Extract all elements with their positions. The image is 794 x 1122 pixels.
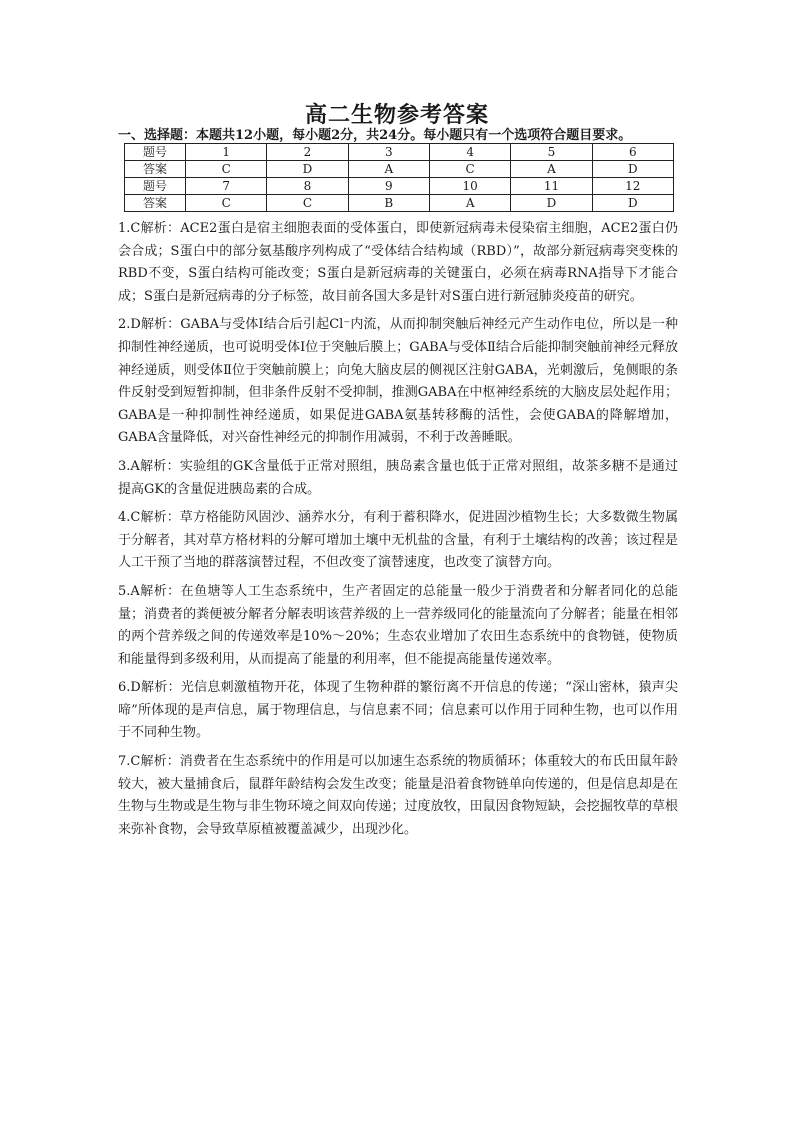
table-cell: A [511,161,592,178]
table-cell: 10 [429,178,510,195]
explanation-1: 1.C解析：ACE2蛋白是宿主细胞表面的受体蛋白，即使新冠病毒未侵染宿主细胞，ACE2蛋白仍会合成；S蛋白中的部分氨基酸序列构成了“受体结合结构域（RBD）”，故部分新冠病毒突变株的RBD不变，S蛋白结构可能改变；S蛋白是新冠病毒的关键蛋白，必须在病毒RNA指导下才能合成；S蛋白是新冠病毒的分子标签，故目前各国大多是针对S蛋白进行新冠肺炎疫苗的研究。 [118,221,678,304]
table-row [125,195,674,212]
table-cell: 3 [348,144,429,161]
table-cell: 8 [267,178,348,195]
table-cell: D [511,195,592,212]
table-cell: C [186,195,267,212]
table-cell: 题号 [125,178,186,195]
table-cell: A [429,195,510,212]
explanation-4: 4.C解析：草方格能防风固沙、涵养水分，有利于蓄积降水，促进固沙植物生长；大多数微生物属于分解者，其对草方格材料的分解可增加土壤中无机盐的含量，有利于土壤结构的改善；该过程是人工干预了当地的群落演替过程，不但改变了演替速度，也改变了演替方向。 [118,510,678,571]
explanations [118,218,678,841]
table-cell: C [429,161,510,178]
table-row [125,178,674,195]
table-cell: D [592,161,673,178]
table-cell: 题号 [125,144,186,161]
table-cell: 6 [592,144,673,161]
table-cell: 12 [592,178,673,195]
table-row [125,161,674,178]
table-row [125,144,674,161]
table-cell: 2 [267,144,348,161]
answer-table [124,143,674,212]
table-cell: 7 [186,178,267,195]
table-cell: C [186,161,267,178]
table-cell: 答案 [125,161,186,178]
section-heading: 一、选择题：本题共12小题，每小题2分，共24分。每小题只有一个选项符合题目要求。 [118,128,632,143]
table-cell: 4 [429,144,510,161]
table-cell: C [267,195,348,212]
explanation-7: 7.C解析：消费者在生态系统中的作用是可以加速生态系统的物质循环；体重较大的布氏田鼠年龄较大，被大量捕食后，鼠群年龄结构会发生改变；能量是沿着食物链单向传递的，但是信息却是在生物与生物或是生物与非生物环境之间双向传递；过度放牧，田鼠因食物短缺，会挖掘牧草的草根来弥补食物，会导致草原植被覆盖减少，出现沙化。 [118,754,678,837]
page-title: 高二生物参考答案 [304,102,489,128]
explanation-5: 5.A解析：在鱼塘等人工生态系统中，生产者固定的总能量一般少于消费者和分解者同化的总能量；消费者的粪便被分解者分解表明该营养级的上一营养级同化的能量流向了分解者；能量在相邻的两个营养级之间的传递效率是10%～20%；生态农业增加了农田生态系统中的食物链，使物质和能量得到多级利用，从而提高了能量的利用率，但不能提高能量传递效率。 [118,583,678,667]
table-cell: A [348,161,429,178]
table-cell: 5 [511,144,592,161]
explanation-6: 6.D解析：光信息刺激植物开花，体现了生物种群的繁衍离不开信息的传递；“深山密林，猿声尖啼”所体现的是声信息，属于物理信息，与信息素不同；信息素可以作用于同种生物，也可以作用于不同种生物。 [118,680,678,741]
explanation-2: 2.D解析：GABA与受体Ⅰ结合后引起Cl⁻内流，从而抑制突触后神经元产生动作电位，所以是一种抑制性神经递质，也可说明受体Ⅰ位于突触后膜上；GABA与受体Ⅱ结合后能抑制突触前神经元释放神经递质，则受体Ⅱ位于突触前膜上；向兔大脑皮层的侧视区注射GABA，光刺激后，兔侧眼的条件反射受到短暂抑制，但非条件反射不受抑制，推测GABA在中枢神经系统的大脑皮层处起作用；GABA是一种抑制性神经递质，如果促进GABA氨基转移酶的活性，会使GABA的降解增加，GABA含量降低，对兴奋性神经元的抑制作用减弱，不利于改善睡眠。 [118,317,678,446]
table-cell: 9 [348,178,429,195]
table-cell: D [267,161,348,178]
table-cell: 11 [511,178,592,195]
table-cell: 答案 [125,195,186,212]
table-cell: 1 [186,144,267,161]
explanation-3: 3.A解析：实验组的GK含量低于正常对照组，胰岛素含量也低于正常对照组，故茶多糖不是通过提高GK的含量促进胰岛素的合成。 [118,458,678,497]
table-cell: D [592,195,673,212]
table-cell: B [348,195,429,212]
